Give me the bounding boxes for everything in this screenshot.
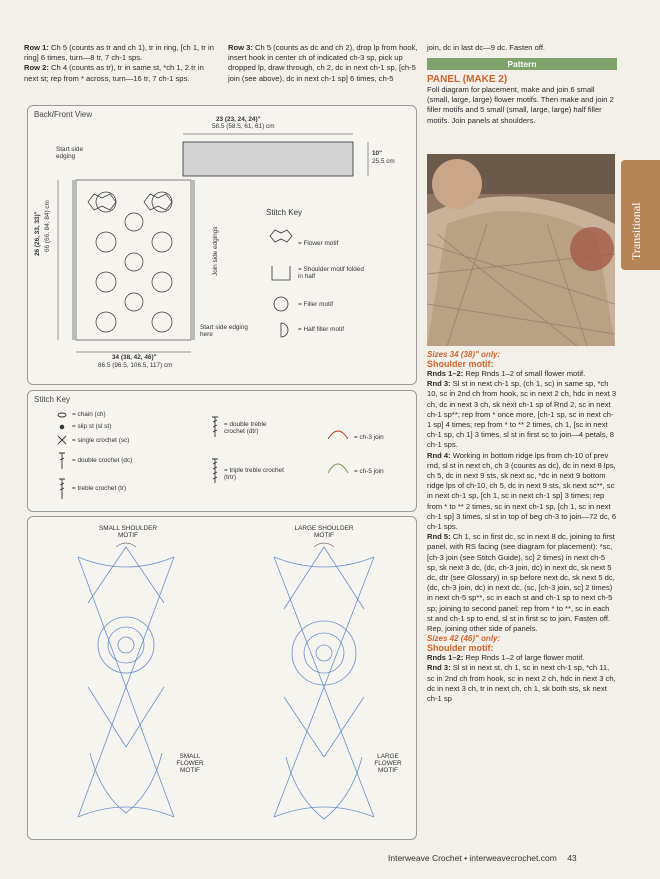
- rnd3b-text: Sl st in next st, ch 1, sc in next ch-1 sp, *ch 11, sc in 2nd ch from hook, sc in next 2 ch, hdc in next 3 ch, dc in next 3 ch, tr in next ch, ch 1, sk both sts, sk next ch-1 sp: [427, 663, 616, 704]
- rnd3b-paragraph: [427, 663, 617, 704]
- treble-crochet-symbol: [59, 479, 65, 499]
- shoulder-motif-heading-1: Shoulder motif:: [427, 359, 494, 369]
- double-crochet-symbol: [59, 453, 65, 469]
- section-side-tab: [621, 160, 660, 270]
- page-footer: Interweave Crochet • interweavecrochet.com 43: [388, 853, 577, 863]
- row2-paragraph: [24, 63, 220, 83]
- ch3-join-symbol: [328, 431, 348, 439]
- key-flower-label: = Flower motif: [298, 240, 339, 247]
- rnds12-text: Rep Rnds 1–2 of small flower motif.: [463, 369, 586, 378]
- ch3join-label: = ch-3 join: [354, 434, 384, 441]
- small-flower-motif-label: SMALL FLOWER MOTIF: [176, 753, 204, 774]
- photo-illustration: [427, 154, 615, 346]
- single-crochet-symbol: [58, 436, 66, 444]
- rnd4-text: Working in bottom ridge lps from ch-10 of prev rnd, sl st in next ch, ch 3 (counts as dc), dc in next 8 lps, ch 5, dc in next 9 sts, sk next sc, *dc in next 9 bottom ridge lps of ch-10, ch 5, dc in next 9 sts, sk next sc**, sc in next ch-1 sp, [ch 1, sc in next ch-1 sp] 3 times; rep from * to ** 2 times, sc in next ch-1 sp, [ch 1, sc in next ch-1 sp] 3 times, sl st in top of beg ch-3 to join—72 dc, 6 ch-1 sps.: [427, 450, 617, 532]
- rnds12-label: Rnds 1–2:: [427, 369, 464, 378]
- rnds12b-label: Rnds 1–2:: [427, 653, 464, 663]
- pattern-section-bar: Pattern: [427, 58, 617, 70]
- row3-paragraph: [228, 43, 418, 84]
- col3-intro: join, dc in last dc—9 dc. Fasten off.: [427, 43, 546, 52]
- half-filler-motif-symbol: [281, 323, 288, 337]
- filler-motif-symbol: [274, 297, 288, 311]
- large-flower-motif-label: LARGE FLOWER MOTIF: [374, 753, 402, 774]
- rnd3b-label: Rnd 3:: [427, 663, 451, 673]
- chain-label: = chain (ch): [72, 411, 106, 418]
- double-label: = double crochet (dc): [72, 457, 133, 464]
- row2-label: Row 2:: [24, 63, 49, 73]
- footer-brand: Interweave Crochet: [388, 853, 462, 863]
- row3-label: Row 3:: [228, 43, 253, 52]
- top-dimension: 23 (23, 24, 24)": [216, 116, 261, 123]
- panel-outline: [76, 180, 191, 340]
- panel-text: Foll diagram for placement, make and join 6 small (small, large, large) flower motifs. Then make and join 2 filler motifs and 5 small (small, large, large) half filler motifs. Join panels at shoulders.: [427, 85, 614, 125]
- dtreble-label: = double treble crochet (dtr): [224, 421, 267, 435]
- slip-label: = slip st (sl st): [72, 423, 112, 430]
- rnd5-paragraph: [427, 532, 617, 634]
- chain-symbol: [58, 413, 66, 417]
- ch5-join-symbol: [328, 464, 348, 473]
- single-label: = single crochet (sc): [72, 437, 130, 444]
- stitch-symbols: [28, 391, 416, 511]
- motif-charts-box: [27, 516, 417, 840]
- flower-motif-symbol: [270, 230, 292, 242]
- top-dimension-cm: 58.5 (58.5, 61, 61) cm: [212, 123, 275, 130]
- join-side-edgings-label: Join side edgings: [212, 226, 219, 276]
- side-tab-label: Transitional: [629, 202, 643, 260]
- rnd3-text: Sl st in next ch-1 sp, (ch 1, sc) in same sp, *ch 10, sc in 2nd ch from hook, sc in next 2 ch, hdc in next 3 ch, dc in next 3 ch, sk next ch-1 sp of Rnd 2, sc in next ch-1 sp**; rep from * once more, [ch-1 sp, sc in next ch-1 sp] 4 times; rep from * to ** 2 times, ch 1, [sc in next ch-1 sp, ch 1] 3 times, sl st in first sc to join—4 petals, 8 ch-1 sps.: [427, 379, 617, 450]
- model-photo: [427, 154, 615, 346]
- panel-section: [427, 74, 617, 126]
- stitch-key-title-2: Stitch Key: [34, 395, 71, 404]
- shoulder-motif-heading-2: Shoulder motif:: [427, 643, 494, 654]
- right-dimension: 10": [372, 150, 383, 157]
- small-motif-chart: [78, 547, 174, 817]
- ch5join-label: = ch-5 join: [354, 468, 384, 475]
- rnd3-paragraph: [427, 379, 617, 450]
- rnds12-paragraph: [427, 369, 617, 379]
- right-dimension-cm: 25.5 cm: [372, 158, 395, 165]
- row1-paragraph: [24, 43, 220, 63]
- row3-text: Ch 5 (counts as dc and ch 2), drop lp from hook, insert hook in center ch of indicated ch-3 sp, pick up dropped lp, draw through, ch 2, dc in next ch-1 sp, [ch-5 join (see above), dc in next ch-1 sp] 6 times, ch-5: [228, 43, 418, 83]
- shoulder-motif-symbol: [272, 266, 290, 280]
- bottom-dimension: 34 (38, 42, 46)": [112, 354, 157, 361]
- rnd3-label: Rnd 3:: [427, 379, 451, 389]
- sizes-34-38-heading: Sizes 34 (38)" only:: [427, 350, 501, 359]
- motif-grid: [88, 192, 172, 332]
- rnd5-text: Ch 1, sc in first dc, sc in next 8 dc, joining to first panel, with RS facing (see diagram for placement): *sc, [ch-3 join (see Stitch Guide), sc] 2 times) in next ch-5 sp, sk next 3 dc, (dc, ch-3 join, dc) in next dc, sk next 5 dc, dtr (see Glossary) in sp before next dc, sk next 5 dc, (dc, ch-3 join, dc) in next dc, (sc, [ch-3 join, sc] 2 times) in next ch-5 sp**, sc in each st and ch-1 sp to next ch-5 sp; joining to second panel: rep from * to **, sc in each st and ch-1 sp to end, sl st in first sc to join. Fasten off. Rep, joining other side of panels.: [427, 532, 615, 634]
- large-motif-chart: [274, 547, 374, 819]
- key-shoulder-label: = Shoulder motif folded in half: [298, 266, 364, 280]
- motif-charts: [28, 517, 416, 839]
- small-shoulder-motif-label: SMALL SHOULDER MOTIF: [98, 525, 157, 539]
- stitch-key-shapes: [270, 230, 292, 337]
- rnds12b-paragraph: [427, 653, 617, 663]
- left-dimension: 26 (26, 33, 33)": [34, 211, 41, 256]
- double-treble-symbol: [212, 417, 218, 437]
- rnd4-label: Rnd 4:: [427, 450, 451, 460]
- stitch-key-title-1: Stitch Key: [266, 208, 303, 217]
- stitch-key-box: [27, 390, 417, 512]
- right-edging: [191, 180, 195, 340]
- column-2-text: [228, 43, 418, 84]
- key-filler-label: = Filler motif: [298, 301, 333, 308]
- slip-symbol: [60, 425, 64, 429]
- rnd5-label: Rnd 5:: [427, 532, 451, 542]
- rnds12b-text: Rep Rnds 1–2 of large flower motif.: [463, 653, 585, 663]
- back-front-view-box: [27, 105, 417, 385]
- row2-text: Ch 4 (counts as tr), tr in same st, *ch 1, 2 tr in next st; rep from * across, turn—16 tr, 7 ch-1 sps.: [24, 63, 204, 83]
- left-dimension-cm: 66 (66, 84, 84) cm: [44, 200, 51, 252]
- column-1-text: [24, 43, 220, 84]
- row1-label: Row 1:: [24, 43, 49, 52]
- rnd4-paragraph: [427, 451, 617, 533]
- sizes-42-46-heading: Sizes 42 (46)" only:: [427, 634, 501, 644]
- bottom-dimension-cm: 86.5 (96.5, 106.5, 117) cm: [98, 362, 173, 369]
- sizes-34-38-section: [427, 350, 617, 704]
- page-number: 43: [567, 853, 577, 863]
- left-edging: [72, 180, 76, 340]
- start-side-edging-label: Start side edging: [56, 146, 83, 160]
- ttreble-label: = triple treble crochet (trtr): [224, 467, 284, 481]
- footer-site: interweavecrochet.com: [469, 853, 557, 863]
- key-half-filler-label: = Half filler motif: [298, 326, 344, 333]
- start-side-edging-here-label: Start side edging here: [200, 324, 248, 338]
- back-front-view-title: Back/Front View: [34, 110, 93, 119]
- panel-heading: PANEL (MAKE 2): [427, 74, 508, 85]
- treble-label: = treble crochet (tr): [72, 485, 127, 492]
- top-band: [183, 142, 353, 176]
- triple-treble-symbol: [212, 459, 218, 483]
- row1-text: Ch 5 (counts as tr and ch 1), tr in ring, [ch 1, tr in ring] 6 times, turn—8 tr, 7 ch-1 sps.: [24, 43, 214, 63]
- large-shoulder-motif-label: LARGE SHOULDER MOTIF: [294, 525, 354, 539]
